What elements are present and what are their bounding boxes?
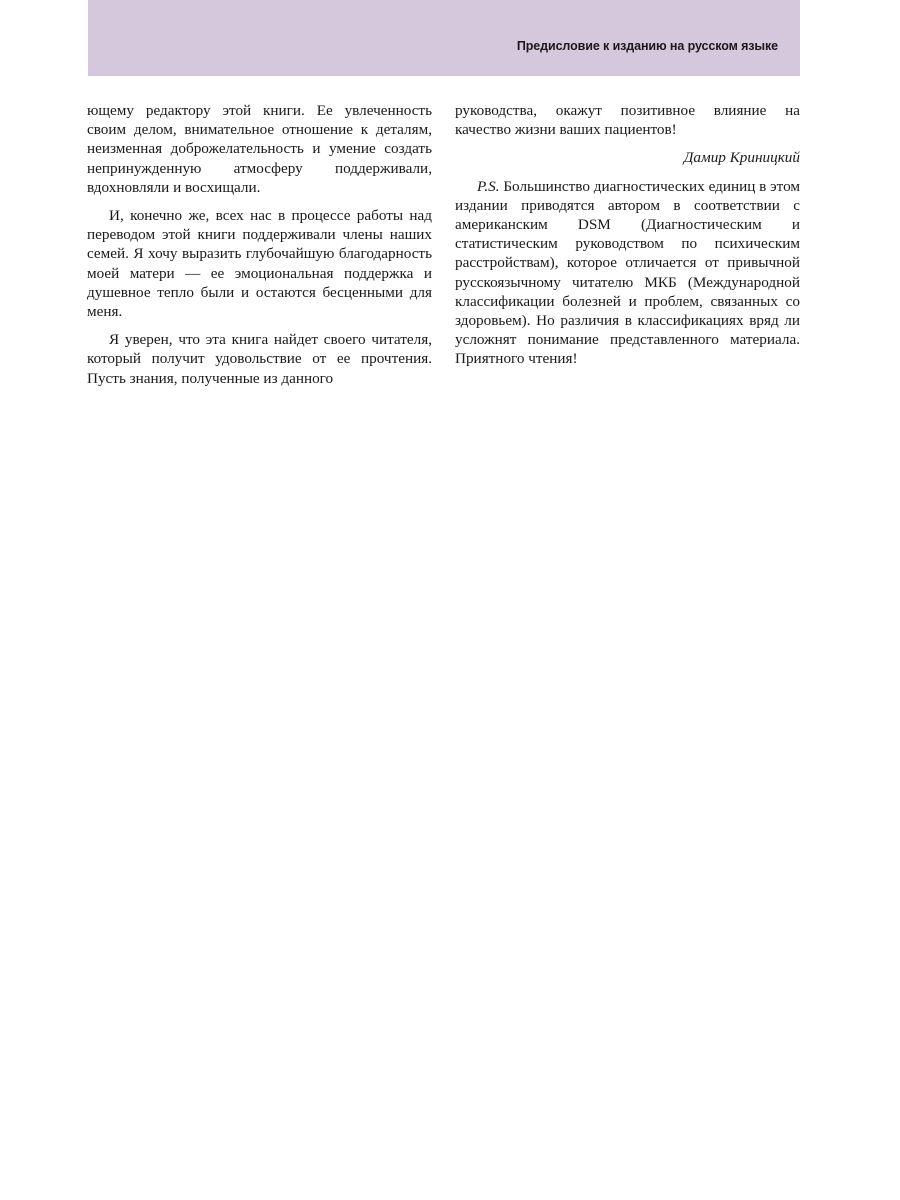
postscript-paragraph (455, 177, 800, 369)
postscript-label: P.S. (477, 177, 500, 195)
paragraph-family-thanks: И, конечно же, всех нас в процессе работы над переводом этой книги поддерживали члены наших семей. Я хочу выразить глубочайшую благодарность моей матери — ее эмоциональная поддержка и душевное тепло были и остаются бесценными для меня. (87, 207, 432, 321)
left-column (87, 101, 432, 397)
running-title: Предисловие к изданию на русском языке (516, 39, 778, 53)
paragraph-reader-wish: Я уверен, что эта книга найдет своего читателя, который получит удовольствие от ее прочтения. Пусть знания, полученные из данного (87, 331, 432, 387)
header-band (88, 0, 800, 76)
paragraph-closing: руководства, окажут позитивное влияние на качество жизни ваших пациентов! (455, 102, 800, 139)
postscript-text: Большинство диагностических единиц в этом издании приводятся автором в соответствии с американским DSM (Диагностическим и статистическим руководством по психическим расстройствам), которое отличается от привычной русскоязычному читателю МКБ (Международной классификации болезней и проблем, связанных со здоровьем). Но различия в классификациях вряд ли усложнят понимание представленного материала. Приятного чтения! (455, 177, 800, 368)
author-signature: Дамир Криницкий (683, 149, 800, 167)
paragraph-continuation: ющему редактору этой книги. Ее увлеченность своим делом, внимательное отношение к деталям, неизменная доброжелательность и умение создать непринужденную атмосферу поддерживали, вдохновляли и восхищали. (87, 102, 432, 196)
right-column (455, 101, 800, 378)
